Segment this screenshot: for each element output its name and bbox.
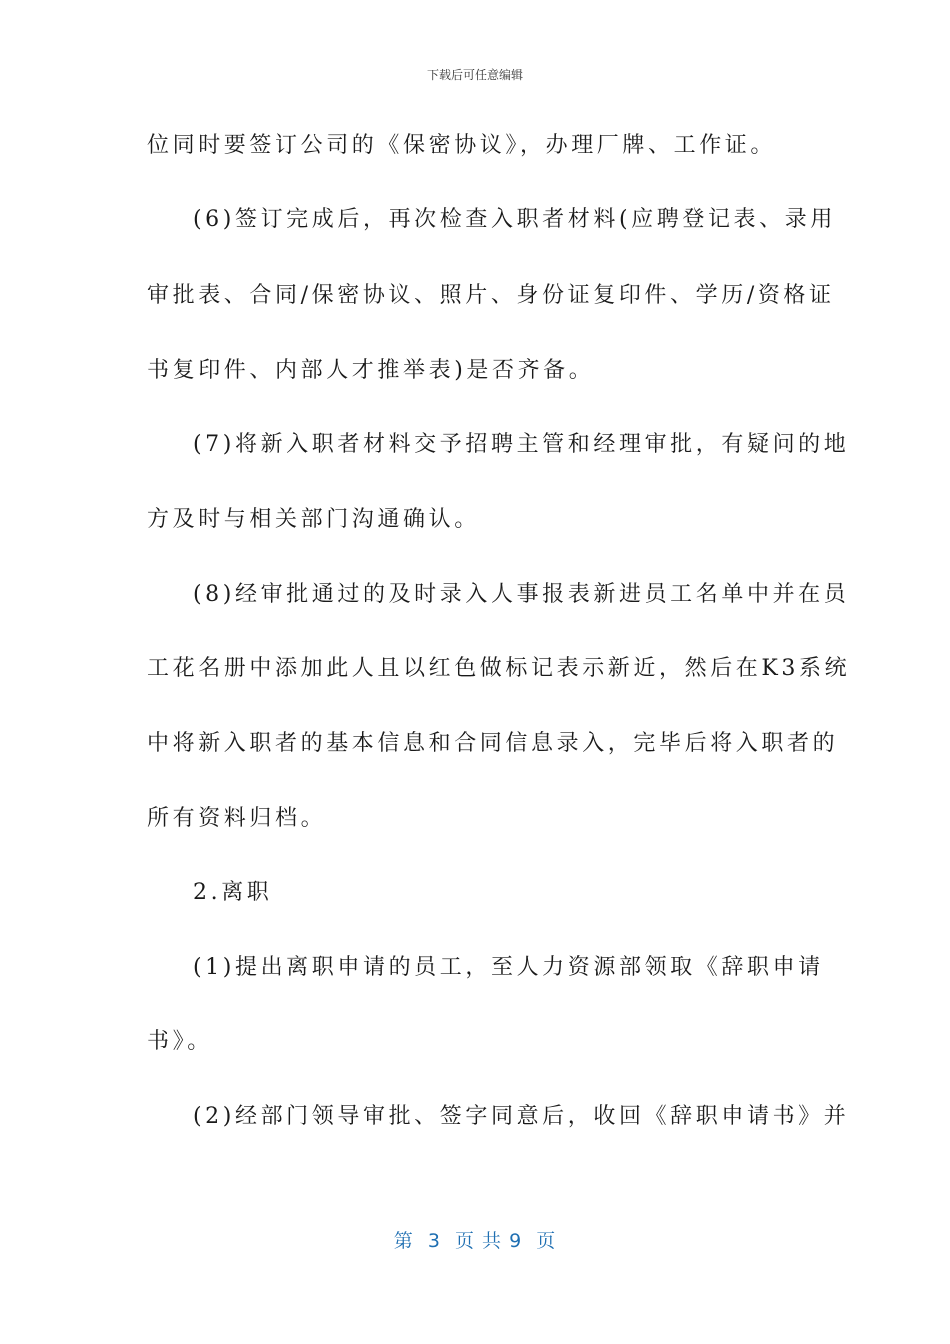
text-line: 审批表、合同/保密协议、照片、身份证复印件、学历/资格证 [147, 283, 835, 308]
text-line: (2)经部门领导审批、签字同意后，收回《辞职申请书》并 [193, 1104, 850, 1129]
text-line: 中将新入职者的基本信息和合同信息录入，完毕后将入职者的 [147, 731, 839, 756]
text-line: 方及时与相关部门沟通确认。 [147, 507, 480, 532]
header-note: 下载后可任意编辑 [426, 68, 523, 82]
text-line: (6)签订完成后，再次检查入职者材料(应聘登记表、录用 [193, 207, 836, 232]
text-line: 位同时要签订公司的《保密协议》，办理厂牌、工作证。 [147, 133, 777, 158]
text-line: (8)经审批通过的及时录入人事报表新进员工名单中并在员 [193, 582, 850, 607]
text-line: 所有资料归档。 [147, 806, 327, 831]
section-heading: 2.离职 [193, 880, 273, 905]
text-line: (7)将新入职者材料交予招聘主管和经理审批，有疑问的地 [193, 432, 850, 457]
page-number: 第 3 页 共 9 页 [393, 1230, 557, 1252]
text-line: 书复印件、内部人才推举表)是否齐备。 [147, 358, 595, 383]
text-line: 工花名册中添加此人且以红色做标记表示新近，然后在K3系统 [147, 656, 851, 681]
text-line: (1)提出离职申请的员工，至人力资源部领取《辞职申请 [193, 955, 824, 980]
text-line: 书》。 [147, 1029, 213, 1054]
